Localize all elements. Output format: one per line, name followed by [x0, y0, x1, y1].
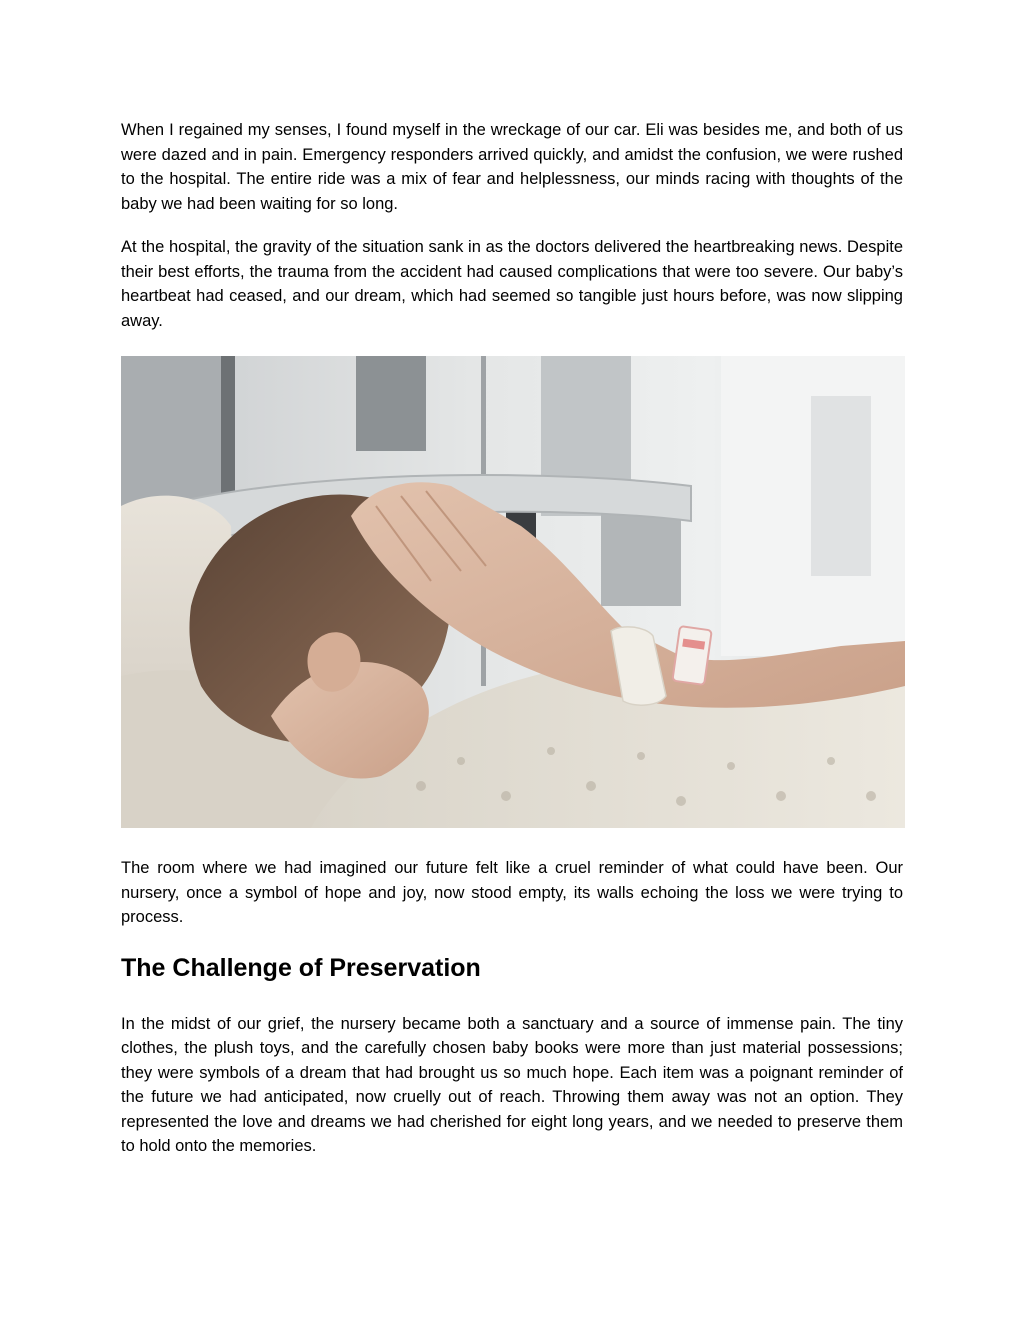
paragraph-hospital-news: At the hospital, the gravity of the situation sank in as the doctors delivered the heartbreaking news. Despite their best efforts, the trauma from the accident had caused complications that were too severe. Our baby’s heartbeat had ceased, and our dream, which had seemed so tangible just hours before, was now slipping away.	[121, 238, 903, 330]
hospital-photo	[121, 356, 905, 828]
document-page	[121, 118, 903, 1159]
paragraph-wreckage: When I regained my senses, I found myself in the wreckage of our car. Eli was besides me, and both of us were dazed and in pain. Emergency responders arrived quickly, and amidst the confusion, we were rushed to the hospital. The entire ride was a mix of fear and helplessness, our minds racing with thoughts of the baby we had been waiting for so long.	[121, 121, 903, 213]
paragraph-nursery-room: The room where we had imagined our future felt like a cruel reminder of what could have been. Our nursery, once a symbol of hope and joy, now stood empty, its walls echoing the loss we were trying to process.	[121, 859, 903, 926]
paragraph-preservation: In the midst of our grief, the nursery became both a sanctuary and a source of immense pain. The tiny clothes, the plush toys, and the carefully chosen baby books were more than just material possessions; they were symbols of a dream that had brought us so much hope. Each item was a poignant reminder of the future we had anticipated, now cruelly out of reach. Throwing them away was not an option. They represented the love and dreams we had cherished for eight long years, and we needed to preserve them to hold onto the memories.	[121, 1014, 903, 1155]
section-heading: The Challenge of Preservation	[121, 953, 481, 982]
